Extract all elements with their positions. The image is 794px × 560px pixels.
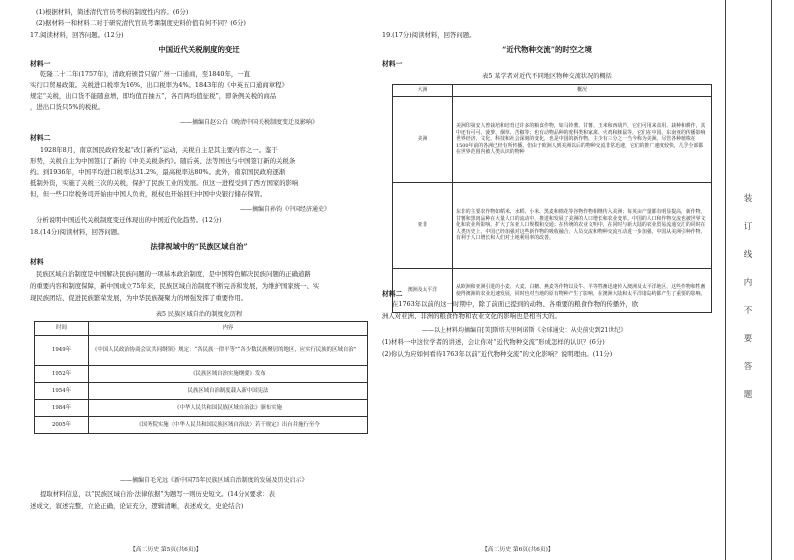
q18-line: 民族区域自治制度是中国解决民族问题的一项基本政治制度，是中国特色解决民族问题的正确道路	[36, 270, 311, 278]
binding-line	[771, 0, 772, 560]
binding-char: 题	[743, 390, 753, 400]
table-cell-content: 《民族区域自治实施纲要》发布	[89, 366, 368, 383]
binding-line	[725, 0, 726, 560]
table-cell-year: 1949年	[35, 336, 89, 366]
table-cell-content: 《国务院实施〈中华人民共和国民族区域自治法〉若干规定》出台并施行至今	[89, 417, 368, 434]
binding-char: 要	[743, 334, 753, 344]
q17-m2-line: 抵制外资，实施了关税三次的关税，保护了民族工业的发展。但这一进程受到了西方国家的影响	[30, 179, 299, 187]
q17-task: 分析说明中国近代关税制度变迁体现出的中国近代化趋势。(12分)	[36, 216, 222, 224]
q19-m2-line: 在1763年以前的这一时期中，除了前面已提到的动物、各重要的粮食作物的传播外，欧	[392, 300, 639, 308]
table-cell-continent: 美洲	[393, 97, 453, 183]
table-cell-year: 1954年	[35, 383, 89, 400]
q19-m2-line: 洲人对亚洲、非洲的粮食作物和农业文化的影响也是相当大的。	[382, 312, 561, 320]
q19-material-2-label: 材料二	[382, 290, 403, 298]
table-cell-year: 1984年	[35, 400, 89, 417]
table-row	[35, 383, 368, 400]
q17-header: 17.阅读材料，回答问题。(12分)	[30, 31, 124, 39]
table-row	[35, 400, 368, 417]
table-cell-continent: 亚非	[393, 183, 453, 269]
table-cell-year: 2005年	[35, 417, 89, 434]
table-header-content: 内容	[89, 322, 368, 336]
binding-char: 线	[743, 250, 753, 260]
q17-m2-line: 1928年8月，南京国民政府发起“改订新约”运动，关税自主是其主要内容之一。鉴于	[40, 146, 278, 154]
q16-subquestion-2: (2)据材料一和材料二对于研究清代官员考课制度史料价值有何不同？(6分)	[36, 19, 246, 27]
table-cell-content: 《中华人民共和国民族区域自治法》颁布实施	[89, 400, 368, 417]
q17-m2-line: 形势，关税自主为中国签订了新的《中美关税条约》。随后英、法等国也与中国签订新的关税条	[30, 157, 296, 165]
table-cell-overview: 美洲印第安人曾栽培和培育过许多的粮食作物，如马铃薯、甘薯、玉米和西葫芦，它们可用来食用、栽种和耕作，其中还有可可、菠萝、烟草、苦椒等；也有动物品种的驼科类和家禽、火鸡和豚鼠等，它们在中国、东南亚的传播影响世界经济，文化、科技和社会深刻的变化，也是中国的新作物，主少有三分之一当今称为美洲。尽管各种植株在1500年前的各洲已经有所传播，但由于欧洲人到美洲以后的物种交流非常迅速，它们的推广速度较快，几乎全部都在世界范围内被人类认识的物种	[453, 97, 712, 183]
q18-task-line: 提取材料信息，以“民族区域自治·法律依据”为题写一则历史短文。(14分)(要求：表	[40, 490, 276, 498]
page-footer-right: 【高二历史 第6页(共6页)】	[482, 547, 554, 553]
binding-strip	[720, 0, 794, 560]
q17-material-1-label: 材料一	[30, 60, 51, 68]
binding-char: 不	[743, 306, 753, 316]
binding-char: 订	[743, 222, 753, 232]
q17-m2-line: 约。到1936年，中国平均进口税率达31.2%，最高税率达80%。此外，南京国民政府逐渐	[30, 168, 286, 176]
q18-line: 现民族团结、促进民族繁荣发展，为中华民族凝聚力的增强发挥了重要作用。	[30, 294, 248, 302]
table-cell-content: 民族区域自治制度载入新中国宪法	[89, 383, 368, 400]
table-header-overview: 概况	[453, 85, 712, 97]
q18-header: 18.(14分)阅读材料，回答问题。	[30, 228, 124, 236]
table-header-continent: 大洲	[393, 85, 453, 97]
table5-left	[34, 321, 368, 434]
q17-m1-source: ——摘编自赵公白《晚清中国关税制度变迁及影响》	[180, 119, 319, 126]
q18-task-line: 述成文，叙述完整，立论正确，论证充分，逻辑清晰，表述成文，史论结合)	[30, 502, 244, 510]
q17-m2-source: ——摘编自孙钧《中国经济通史》	[240, 206, 331, 213]
table-row	[35, 336, 368, 366]
table-cell-content: 《中国人民政治协商会议共同纲领》规定：“各民族一律平等”“各少数民族聚居的地区，应实行民族的区域自治”	[89, 336, 368, 366]
table-row	[393, 183, 712, 269]
table-header-time: 时间	[35, 322, 89, 336]
q17-m1-line: ，进出口货只5%的税税。	[30, 103, 105, 111]
binding-char: 内	[743, 278, 753, 288]
q17-m1-line: 乾隆二十二年(1757年)，清政府颁旨只留广州一口通商，至1840年，一直	[40, 70, 251, 78]
binding-char: 装	[743, 194, 753, 204]
q19-material-1-label: 材料一	[382, 60, 403, 68]
right-table-caption: 表5 某学者对近代不同地区物种交流状况的概括	[482, 73, 612, 80]
q17-title: 中国近代关税制度的变迁	[158, 45, 240, 54]
table-row	[35, 417, 368, 434]
q17-m2-line: 但，但一些口岸税务司开始由中国人负责，税权也开始回归中国中央银行储存保管。	[30, 190, 267, 198]
table-cell-continent: 澳洲及太平洋	[393, 269, 453, 313]
q17-material-2-label: 材料二	[30, 134, 51, 142]
q18-line: 的重要内容和制度保障，新中国成立75年来，民族区域自治制度不断完善和发展，为维护国家统一、实	[30, 282, 320, 290]
table-row	[35, 366, 368, 383]
table-cell-overview: 东非的主要农作物如稻米、水稻、小米、黑麦和棉花等谷物作物相继传入美洲；每英亩产量都有明显提高，新作物、甘薯和黑肉品种在大量人口的流动中，推进和发展了美洲的人口增长和农业变革。中国的人口和作物交流也被世界文化和农业所影响，扩大了东亚人口规模和交通；在传统的农业文明中，在同时与新大陆的农业贸易流通交汇的同时在人类历史上，中国已经加强对这些新作物的吸收融合，人员交流和物种交流互动进一步加强，中国从美洲引种作物，有利于人口增长和人们对土地利用率的改善。	[453, 183, 712, 269]
table5-right	[392, 84, 712, 313]
q19-title: “近代物种交流”的时空之境	[502, 45, 592, 54]
table-row	[393, 97, 712, 183]
table-cell-overview: 从欧洲和亚洲引进的小麦、大麦、白糖、燕麦等作物以及牛、羊等牲畜迅速传入澳洲及太平洋地区，这些作物和牲畜使得澳洲的农业迅速发展，同时也对当地的原有物种产生了影响，在澳洲大陆和太平洋诸岛屿都产生了重要的影响。	[453, 269, 712, 313]
q16-subquestion-1: (1)根据材料，简述清代官员考核的制度性内容。(6分)	[36, 8, 189, 16]
binding-notice	[742, 185, 754, 409]
q18-material-label: 材料	[30, 258, 44, 266]
binding-char: 答	[743, 362, 753, 372]
q19-subquestion-1: (1)材料一中这位学者的讲述，会让你对“近代物种交流”形成怎样的认识？(6分)	[382, 338, 605, 346]
q17-m1-line: 规定“关税，出口货不能随意增，即均值百抽五”，各百两均值征税”，即条例关税的商品	[30, 92, 277, 100]
q19-m2-source: ——以上材料均摘编自[美]斯塔夫里阿诺斯《全球通史：从史前史到21世纪》	[422, 327, 627, 334]
table5-source: ——摘编自毛光远《新中国75年民族区域自治制度的发展及历史启示》	[120, 477, 308, 484]
page-footer-left: 【高二历史 第5页(共6页)】	[130, 547, 202, 553]
q18-title: 法律视域中的“民族区域自治”	[150, 242, 248, 251]
q19-subquestion-2: (2)你认为应如何看待1763年以前“近代物种交流”的文化影响？说明理由。(11分)	[382, 350, 613, 358]
table5-caption: 表5 民族区域自治的制度化历程	[155, 311, 243, 318]
q17-m1-line: 实行口贸易政策。关税进口税率为16%，出口税率为4%。1843年的《中英五口通商章程》	[30, 81, 288, 89]
table-cell-year: 1952年	[35, 366, 89, 383]
q19-header: 19.(17分)阅读材料，回答问题。	[382, 31, 476, 39]
